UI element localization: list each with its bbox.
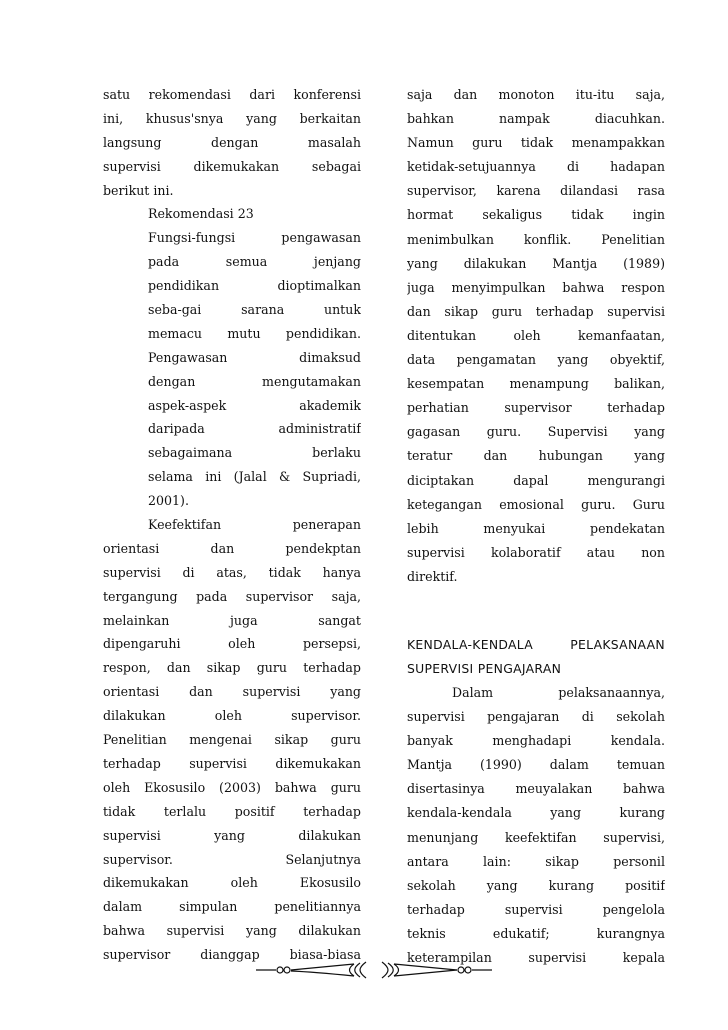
body-text-line: disertasinya meuyalakan bahwa: [407, 781, 665, 797]
body-text-line: bahwa supervisi yang dilakukan: [103, 923, 361, 939]
quote-line: sebagaimana berlaku: [148, 445, 361, 461]
quote-line: 2001).: [148, 493, 189, 509]
body-text-line: terhadap supervisi pengelola: [407, 901, 665, 917]
section-heading: KENDALA-KENDALA PELAKSANAAN: [407, 636, 665, 652]
body-text-line: data pengamatan yang obyektif,: [407, 352, 665, 368]
quote-line: aspek-aspek akademik: [148, 397, 361, 413]
body-text-line: ketidak-setujuannya di hadapan: [407, 159, 665, 175]
body-text-line: melainkan juga sangat: [103, 612, 361, 628]
body-text-line: dan sikap guru terhadap supervisi: [407, 303, 665, 319]
body-text-line: dipengaruhi oleh persepsi,: [103, 636, 361, 652]
body-text-line: ini, khusus'snya yang berkaitan: [103, 110, 361, 126]
body-text-line: teratur dan hubungan yang: [407, 448, 665, 464]
body-text-line: dilakukan oleh supervisor.: [103, 708, 361, 724]
body-text-line: antara lain: sikap personil: [407, 853, 665, 869]
body-text-line: kesempatan menampung balikan,: [407, 376, 665, 392]
body-text-line: keterampilan supervisi kepala: [407, 950, 665, 965]
body-text-line: yang dilakukan Mantja (1989): [407, 255, 665, 271]
right-column: [407, 83, 665, 970]
body-text-line: kendala-kendala yang kurang: [407, 805, 665, 821]
body-text-line: teknis edukatif; kurangnya: [407, 925, 665, 941]
quote-line: dengan mengutamakan: [148, 373, 361, 389]
body-text-line: orientasi dan pendekptan: [103, 540, 361, 556]
body-text-line: supervisi di atas, tidak hanya: [103, 564, 361, 580]
body-text-line: orientasi dan supervisi yang: [103, 684, 361, 700]
body-text-line: bahkan nampak diacuhkan.: [407, 111, 665, 127]
body-text-line: dikemukakan oleh Ekosusilo: [103, 875, 361, 891]
quote-line: pada semua jenjang: [148, 254, 361, 270]
body-text-line: gagasan guru. Supervisi yang: [407, 424, 665, 440]
body-text-line: supervisor, karena dilandasi rasa: [407, 183, 665, 199]
body-text-line: Namun guru tidak menampakkan: [407, 135, 665, 151]
body-text-line: oleh Ekosusilo (2003) bahwa guru: [103, 779, 361, 795]
body-text-line: banyak menghadapi kendala.: [407, 733, 665, 749]
body-text-line: menimbulkan konflik. Penelitian: [407, 231, 665, 247]
body-text-line: ditentukan oleh kemanfaatan,: [407, 327, 665, 343]
body-text-line: direktif.: [407, 568, 458, 584]
body-text-line: langsung dengan masalah: [103, 134, 361, 150]
body-text-line: saja dan monoton itu-itu saja,: [407, 87, 665, 102]
paragraph-start-line: Keefektifan penerapan: [148, 517, 361, 533]
quote-heading: Rekomendasi 23: [148, 206, 254, 222]
section-spacer: [407, 589, 665, 633]
paragraph-start-line: Dalam pelaksanaannya,: [452, 684, 665, 700]
body-text-line: sekolah yang kurang positif: [407, 877, 665, 893]
quote-line: memacu mutu pendidikan.: [148, 325, 361, 341]
quote-line: daripada administratif: [148, 421, 361, 437]
quote-line: Pengawasan dimaksud: [148, 349, 361, 365]
body-text-line: lebih menyukai pendekatan: [407, 520, 665, 536]
quote-line: seba-gai sarana untuk: [148, 302, 361, 318]
body-text-line: supervisi dikemukakan sebagai: [103, 158, 361, 174]
quote-line: selama ini (Jalal & Supriadi,: [148, 469, 361, 485]
body-text-line: ketegangan emosional guru. Guru: [407, 496, 665, 512]
body-text-line: tergangung pada supervisor saja,: [103, 588, 361, 604]
body-text-line: dalam simpulan penelitiannya: [103, 899, 361, 915]
body-text-line: respon, dan sikap guru terhadap: [103, 660, 361, 676]
decorative-scroll-divider-icon: [254, 960, 494, 980]
body-text-line: perhatian supervisor terhadap: [407, 400, 665, 416]
section-heading: SUPERVISI PENGAJARAN: [407, 660, 562, 676]
body-text-line: supervisi pengajaran di sekolah: [407, 709, 665, 725]
body-text-line: supervisi yang dilakukan: [103, 827, 361, 843]
body-text-line: tidak terlalu positif terhadap: [103, 803, 361, 819]
body-text-line: Penelitian mengenai sikap guru: [103, 732, 361, 748]
body-text-line: supervisor dianggap biasa-biasa: [103, 947, 361, 963]
quote-line: pendidikan dioptimalkan: [148, 278, 361, 294]
body-text-line: diciptakan dapal mengurangi: [407, 472, 665, 488]
body-text-line: supervisor. Selanjutnya: [103, 851, 361, 867]
left-column: [103, 83, 361, 967]
body-text-line: satu rekomendasi dari konferensi: [103, 87, 361, 102]
quote-line: Fungsi-fungsi pengawasan: [148, 230, 361, 246]
body-text-line: menunjang keefektifan supervisi,: [407, 829, 665, 845]
body-text-line: Mantja (1990) dalam temuan: [407, 757, 665, 773]
body-text-line: hormat sekaligus tidak ingin: [407, 207, 665, 223]
body-text-line: terhadap supervisi dikemukakan: [103, 755, 361, 771]
body-text-line: juga menyimpulkan bahwa respon: [407, 279, 665, 295]
body-text-line: berikut ini.: [103, 182, 174, 198]
body-text-line: supervisi kolaboratif atau non: [407, 544, 665, 560]
